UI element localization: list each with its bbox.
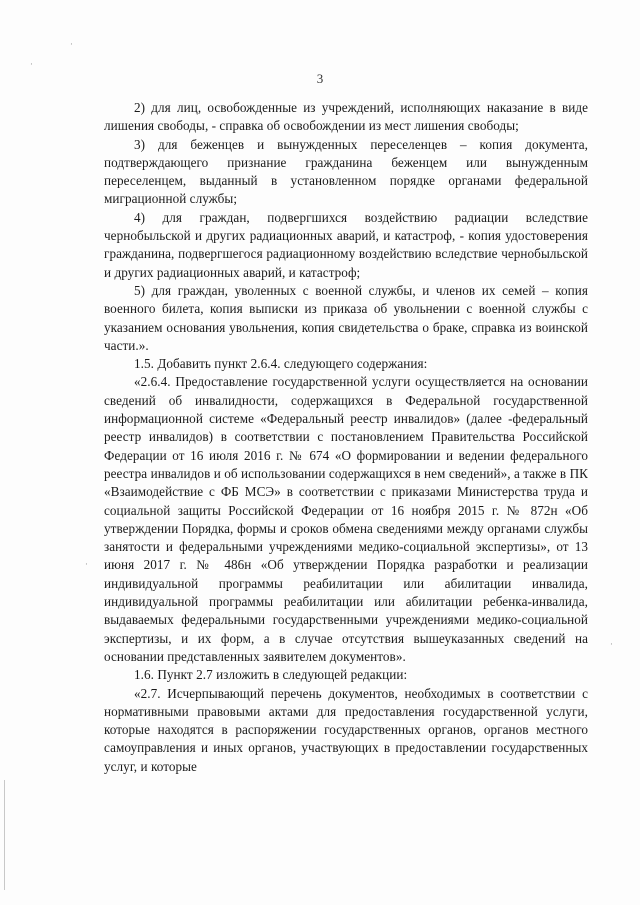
scan-edge-line bbox=[4, 780, 5, 890]
paragraph-item-4: 4) для граждан, подвергшихся воздействию радиации вследствие чернобыльской и других радиационных аварий, и катастроф, - копия удостоверения гражданина, подвергшегося радиационному воздействию вследствие чернобыльской и других радиационных аварий, и катастроф; bbox=[104, 209, 588, 280]
page-number: 3 bbox=[316, 71, 324, 86]
scan-artifact: · bbox=[610, 640, 613, 650]
paragraph-item-2: 2) для лиц, освобожденные из учреждений, исполняющих наказание в виде лишения свободы, - справка об освобождении из мест лишения свободы; bbox=[104, 100, 588, 134]
scan-artifact: · bbox=[30, 60, 33, 70]
paragraph-item-3: 3) для беженцев и вынужденных переселенцев – копия документа, подтверждающего признание гражданина беженцем или вынужденным переселенцем, выданный в установленном порядке органами федеральной миграционной службы; bbox=[104, 136, 588, 207]
document-body bbox=[104, 99, 588, 776]
paragraph-clause-1-6: 1.6. Пункт 2.7 изложить в следующей редакции: bbox=[134, 667, 408, 683]
paragraph-item-5: 5) для граждан, уволенных с военной службы, и членов их семей – копия военного билета, копия выписки из приказа об увольнении с военной службы с указанием основания увольнения, копия свидетельства о браке, справка из воинской части.». bbox=[104, 282, 588, 353]
scan-artifact: · bbox=[70, 40, 73, 50]
scan-artifact: · bbox=[85, 560, 88, 570]
paragraph-clause-1-5: 1.5. Добавить пункт 2.6.4. следующего содержания: bbox=[134, 356, 428, 372]
paragraph-clause-2-6-4: «2.6.4. Предоставление государственной услуги осуществляется на основании сведений об инвалидности, содержащихся в Федеральной государственной информационной системе «Федеральный реестр инвалидов» (далее -федеральный реестр инвалидов) в соответствии с постановлением Правительства Российской Федерации от 16 июля 2016 г. № 674 «О формировании и ведении федерального реестра инвалидов и об использовании содержащихся в нем сведений», а также в ПК «Взаимодействие с ФБ МСЭ» в соответствии с приказами Министерства труда и социальной защиты Российской Федерации от 16 ноября 2015 г. № 872н «Об утверждении Порядка, формы и сроков обмена сведениями между органами службы занятости и федеральными учреждениями медико-социальной экспертизы», от 13 июня 2017 г. № 486н «Об утверждении Порядка разработки и реализации индивидуальной программы реабилитации или абилитации инвалида, индивидуальной программы реабилитации или абилитации ребенка-инвалида, выдаваемых федеральными государственными учреждениями медико-социальной экспертизы, и их форм, а в случае отсутствия вышеуказанных сведений на основании представленных заявителем документов». bbox=[104, 374, 588, 664]
paragraph-clause-2-7: «2.7. Исчерпывающий перечень документов, необходимых в соответствии с нормативными правовыми актами для предоставления государственной услуги, которые находятся в распоряжении государственных органов, органов местного самоуправления и иных органов, участвующих в предоставлении государственных услуг, и которые bbox=[104, 685, 588, 774]
